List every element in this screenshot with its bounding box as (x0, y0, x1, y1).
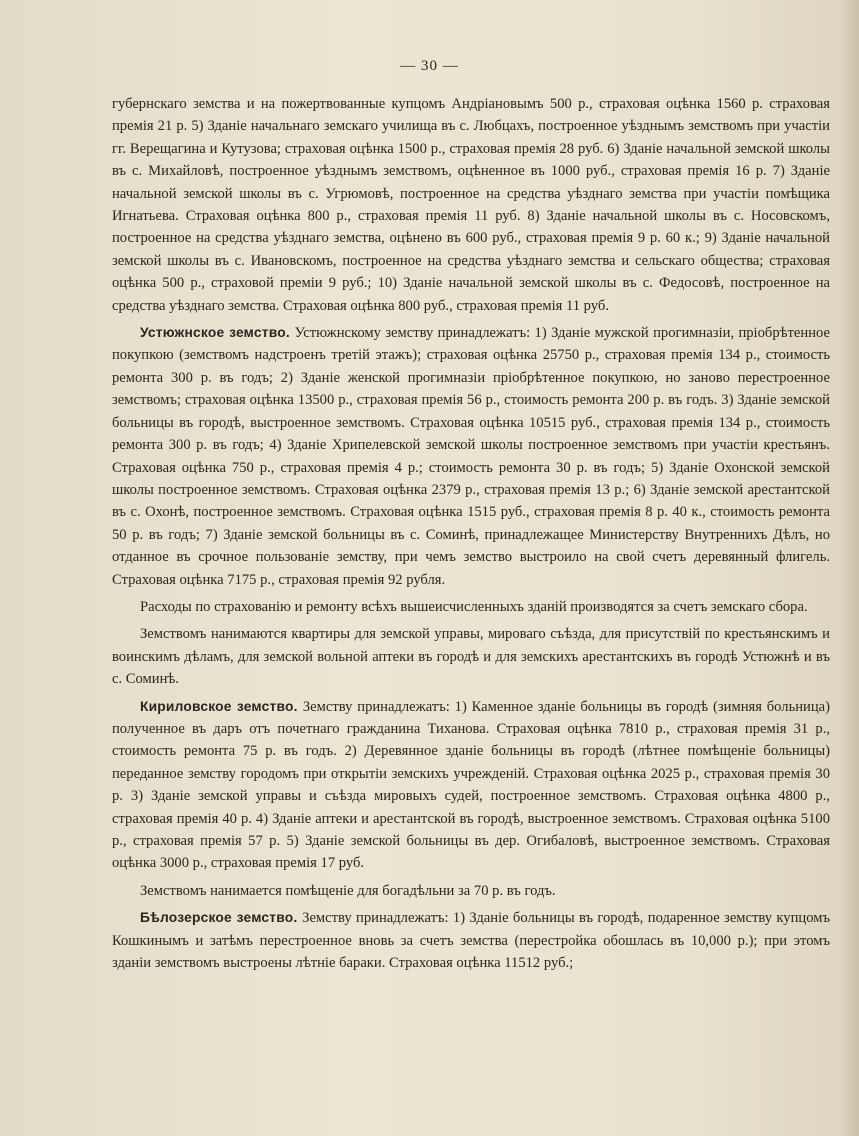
page-edge-shadow (839, 0, 859, 1136)
paragraph-text: губернскаго земства и на пожертвованные купцомъ Андріановымъ 500 р., страховая оцѣнка 1560 р. страховая премія 21 р. 5) Зданіе начальнаго земскаго училища въ с. Любцахъ, построенное уѣзднымъ земствомъ при участіи гг. Верещагина и Кутузова; страховая оцѣнка 1500 р., страховая премія 28 руб. 6) Зданіе начальной земской школы въ с. Михайловѣ, построенное уѣзднымъ земствомъ, оцѣненное въ 1000 руб., страховая премія 16 р. 7) Зданіе начальной земской школы въ с. Угрюмовѣ, построенное на средства уѣзднаго земства при участіи помѣщика Игнатьева. Страховая оцѣнка 800 р., страховая премія 11 руб. 8) Зданіе начальной школы въ с. Носовскомъ, построенное на средства уѣзднаго земства, оцѣнено въ 600 руб., страховая премія 9 р. 60 к.; 9) Зданіе начальной земской школы въ с. Ивановскомъ, построенное на средства уѣзднаго земства и сельскаго общества; страховая оцѣнка 500 р., страховой преміи 9 руб.; 10) Зданіе начальной земской школы въ с. Федосовѣ, построенное на средства уѣзднаго земства. Страховая оцѣнка 800 руб., страховая премія 11 руб. (112, 96, 830, 314)
paragraph (112, 596, 830, 618)
paragraph-text: Земствомъ нанимается помѣщеніе для богадѣльни за 70 р. въ годъ. (140, 882, 556, 899)
paragraph (112, 322, 830, 591)
paragraph (112, 623, 830, 690)
paragraph-text: Устюжнскому земству принадлежатъ: 1) Зданіе мужской прогимназіи, пріобрѣтенное покупкою (земствомъ надстроенъ третій этажъ); страховая оцѣнка 25750 р., страховая премія 134 р., стоимость ремонта 300 р. въ годъ; 2) Зданіе женской прогимназіи пріобрѣтенное покупкою, но заново перестроенное земствомъ; страховая оцѣнка 13500 р., страховая премія 56 р., стоимость ремонта 200 р. въ годъ. 3) Зданіе земской больницы въ городѣ, выстроенное земствомъ. Страховая оцѣнка 10515 руб., страховая премія 134 р., стоимость ремонта 300 р. въ годъ; 4) Зданіе Хрипелевской земской школы построенное земствомъ при участіи крестьянъ. Страховая оцѣнка 750 р., страховая премія 4 р.; стоимость ремонта 30 р. въ годъ; 5) Зданіе Охонской земской школы построенное земствомъ. Страховая оцѣнка 2379 р., страховая премія 13 р.; 6) Зданіе земской арестантской въ с. Охонѣ, построенное земствомъ. Страховая оцѣнка 1515 руб., страховая премія 8 р. 40 к., стоимость ремонта 50 р. въ годъ; 7) Зданіе земской больницы въ с. Соминѣ, принадлежащее Министерству Внутреннихъ Дѣлъ, но отданное въ срочное пользованіе земству, при чемъ земство выстроило на свой счетъ деревянный флигель. Страховая оцѣнка 7175 р., страховая премія 92 рубля. (112, 325, 830, 588)
body-text (112, 93, 830, 979)
paragraph-text: Земству принадлежатъ: 1) Зданіе больницы въ городѣ, подаренное земству купцомъ Кошкинымъ и затѣмъ перестроенное вновь за счетъ земства (перестройка обошлась въ 10,000 р.); при этомъ зданіи земствомъ выстроены лѣтніе бараки. Страховая оцѣнка 11512 руб.; (112, 910, 831, 972)
page-number: — 30 — (400, 58, 459, 74)
paragraph (112, 696, 830, 875)
paragraph-text: Земству принадлежатъ: 1) Каменное зданіе больницы въ городѣ (зимняя больница) полученное въ даръ отъ почетнаго гражданина Тиханова. Страховая оцѣнка 7810 р., страховая премія 31 р., стоимость ремонта 75 р. въ годъ. 2) Деревянное зданіе больницы въ городѣ (лѣтнее помѣщеніе больницы) переданное земству городомъ при открытіи земскихъ учрежденій. Страховая оцѣнка 2025 р., страховая премія 30 р. 3) Зданіе земской управы и съѣзда мировыхъ судей, построенное земствомъ. Страховая оцѣнка 4800 р., страховая премія 40 р. 4) Зданіе аптеки и арестантской въ городѣ, выстроенное земствомъ. Страховая оцѣнка 5100 р., страховая премія 57 р. 5) Зданіе земской больницы въ дер. Огибаловѣ, выстроенное земствомъ. Страховая оцѣнка 3000 р., страховая премія 17 руб. (112, 698, 830, 872)
paragraph (112, 93, 830, 317)
section-heading-kirillov: Кириловское земство. (140, 698, 303, 714)
paragraph-text: Земствомъ нанимаются квартиры для земской управы, мироваго съѣзда, для присутствій по крестьянскимъ и воинскимъ дѣламъ, для земской вольной аптеки въ городѣ и для земскихъ арестантскихъ въ городѣ Устюжнѣ и въ с. Соминѣ. (112, 626, 830, 688)
paragraph (112, 907, 830, 974)
paragraph-text: Расходы по страхованію и ремонту всѣхъ вышеисчисленныхъ зданій производятся за счетъ земскаго сбора. (140, 598, 808, 615)
paragraph (112, 880, 830, 902)
section-heading-belozersk: Бѣлозерское земство. (140, 910, 303, 926)
section-heading-ustyuzhna: Устюжнское земство. (140, 325, 295, 341)
